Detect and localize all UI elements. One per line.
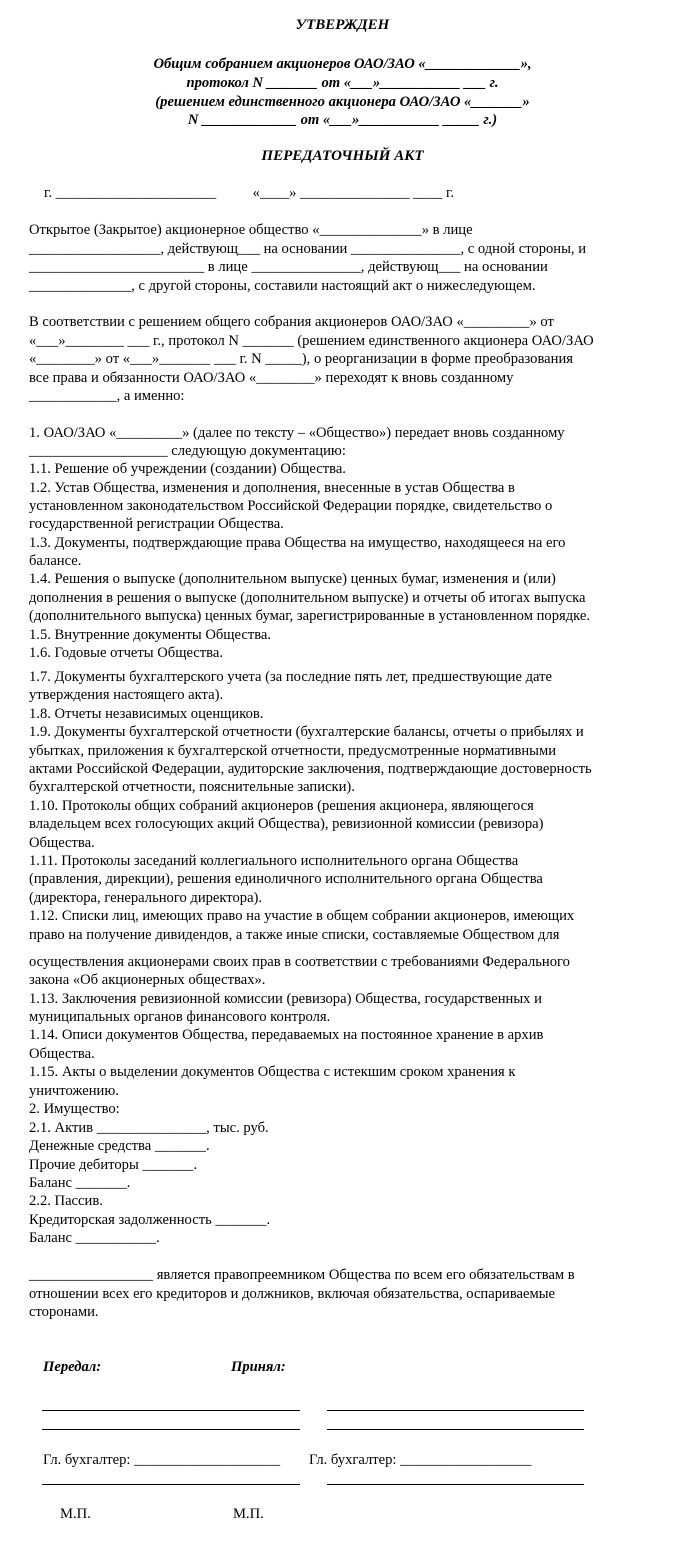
item-line: Прочие дебиторы _______. — [29, 1157, 198, 1173]
item-line: установленном законодательством Российской Федерации порядке, свидетельство о — [29, 498, 553, 514]
approval-title: УТВЕРЖДЕН — [295, 17, 390, 33]
approval-line-4: N _____________ от «___»___________ _____ г.) — [187, 112, 498, 128]
right-signature-line — [327, 1429, 584, 1430]
item-line: убытках, приложения к бухгалтерской отчетности, предусмотренные нормативными — [29, 743, 557, 759]
item-line: муниципальных органов финансового контроля. — [29, 1009, 331, 1025]
reorg-line: В соответствии с решением общего собрания акционеров ОАО/ЗАО «_________» от — [29, 314, 554, 330]
item-line: дополнения в решения о выпуске (дополнительном выпуске) и отчеты об итогах выпуска — [29, 590, 586, 606]
item-line: 1.4. Решения о выпуске (дополнительном выпуске) ценных бумаг, изменения и (или) — [29, 571, 556, 587]
item-line: 1.10. Протоколы общих собраний акционеров (решения акционера, являющегося — [29, 798, 534, 814]
item-line: 1.3. Документы, подтверждающие права Общества на имущество, находящееся на его — [29, 535, 566, 551]
item-line: Общества. — [29, 1046, 95, 1062]
item-line: 2.2. Пассив. — [29, 1193, 103, 1209]
left-signature-line — [42, 1484, 300, 1485]
item-line: 1.13. Заключения ревизионной комиссии (ревизора) Общества, государственных и — [29, 991, 542, 1007]
right-stamp-place: М.П. — [233, 1506, 264, 1522]
item-line: 1.15. Акты о выделении документов Общества с истекшим сроком хранения к — [29, 1064, 516, 1080]
item-line: владельцем всех голосующих акций Общества), ревизионной комиссии (ревизора) — [29, 816, 544, 832]
item-line: Кредиторская задолженность _______. — [29, 1212, 271, 1228]
item-line: 1.9. Документы бухгалтерской отчетности (бухгалтерские балансы, отчеты о прибылях и — [29, 724, 584, 740]
preamble-line: __________________, действующ___ на основании _______________, с одной стороны, и — [29, 241, 587, 257]
item-line: 1.6. Годовые отчеты Общества. — [29, 645, 223, 661]
document-title: ПЕРЕДАТОЧНЫЙ АКТ — [261, 148, 424, 164]
item-line: 1.11. Протоколы заседаний коллегиального исполнительного органа Общества — [29, 853, 519, 869]
item-line: 1.8. Отчеты независимых оценщиков. — [29, 706, 264, 722]
left-stamp-place: М.П. — [60, 1506, 91, 1522]
item-line: (директора, генерального директора). — [29, 890, 263, 906]
item-line: Общества. — [29, 835, 95, 851]
item-line: Баланс ___________. — [29, 1230, 160, 1246]
successor-line: сторонами. — [29, 1304, 99, 1320]
item-line: осуществления акционерами своих прав в соответствии с требованиями Федерального — [29, 954, 570, 970]
successor-line: отношении всех его кредиторов и должников, включая обязательства, оспариваемые — [29, 1286, 555, 1302]
right-signature-line — [327, 1410, 584, 1411]
item-line: 1.12. Списки лиц, имеющих право на участие в общем собрании акционеров, имеющих — [29, 908, 575, 924]
item-line: актами Российской Федерации, аудиторские заключения, подтверждающие достоверность — [29, 761, 592, 777]
item-line: 1.14. Описи документов Общества, передаваемых на постоянное хранение в архив — [29, 1027, 544, 1043]
item-line: бухгалтерской отчетности, пояснительные записки). — [29, 779, 355, 795]
item-line: право на получение дивидендов, а также иные списки, составляемые Обществом для — [29, 927, 560, 943]
right-chief-accountant: Гл. бухгалтер: __________________ — [309, 1452, 532, 1468]
item-line: Баланс _______. — [29, 1175, 131, 1191]
item-line: закона «Об акционерных обществах». — [29, 972, 266, 988]
item-line: 1.1. Решение об учреждении (создании) Общества. — [29, 461, 346, 477]
right-signature-line — [327, 1484, 584, 1485]
reorg-line: ____________, а именно: — [29, 388, 185, 404]
item-line: ___________________ следующую документацию: — [29, 443, 346, 459]
place-date-line: г. ______________________ «____» _______________ ____ г. — [44, 185, 455, 201]
item-line: 2. Имущество: — [29, 1101, 120, 1117]
item-line: 1.2. Устав Общества, изменения и дополнения, внесенные в устав Общества в — [29, 480, 515, 496]
left-signature-line — [42, 1429, 300, 1430]
reorg-line: «___»________ ___ г., протокол N _______ (решением единственного акционера ОАО/ЗАО — [29, 333, 594, 349]
left-signature-line — [42, 1410, 300, 1411]
accepted-by-label: Принял: — [231, 1359, 286, 1375]
approval-line-2: протокол N _______ от «___»___________ ___ г. — [186, 75, 499, 91]
item-line: уничтожению. — [29, 1083, 119, 1099]
preamble-line: Открытое (Закрытое) акционерное общество «______________» в лице — [29, 222, 473, 238]
item-line: 1. ОАО/ЗАО «_________» (далее по тексту – «Общество») передает вновь созданному — [29, 425, 565, 441]
preamble-line: ________________________ в лице _______________, действующ___ на основании — [29, 259, 548, 275]
preamble-line: ______________, с другой стороны, составили настоящий акт о нижеследующем. — [29, 278, 536, 294]
item-line: балансе. — [29, 553, 82, 569]
transferred-by-label: Передал: — [43, 1359, 102, 1375]
successor-line: _________________ является правопреемником Общества по всем его обязательствам в — [29, 1267, 575, 1283]
item-line: (правления, дирекции), решения единоличного исполнительного органа Общества — [29, 871, 543, 887]
item-line: Денежные средства _______. — [29, 1138, 210, 1154]
item-line: 1.5. Внутренние документы Общества. — [29, 627, 272, 643]
item-line: утверждения настоящего акта). — [29, 687, 224, 703]
item-line: 1.7. Документы бухгалтерского учета (за последние пять лет, предшествующие дате — [29, 669, 552, 685]
item-line: (дополнительного выпуска) ценных бумаг, зарегистрированные в установленном порядке. — [29, 608, 590, 624]
approval-line-1: Общим собранием акционеров ОАО/ЗАО «_____________», — [153, 56, 532, 72]
reorg-line: все права и обязанности ОАО/ЗАО «________» переходят к вновь созданному — [29, 370, 514, 386]
item-line: 2.1. Актив _______________, тыс. руб. — [29, 1120, 269, 1136]
reorg-line: «________» от «___»_______ ___ г. N _____), о реорганизации в форме преобразования — [29, 351, 573, 367]
left-chief-accountant: Гл. бухгалтер: ____________________ — [43, 1452, 281, 1468]
approval-line-3: (решением единственного акционера ОАО/ЗАО «_______» — [155, 94, 530, 110]
item-line: государственной регистрации Общества. — [29, 516, 284, 532]
